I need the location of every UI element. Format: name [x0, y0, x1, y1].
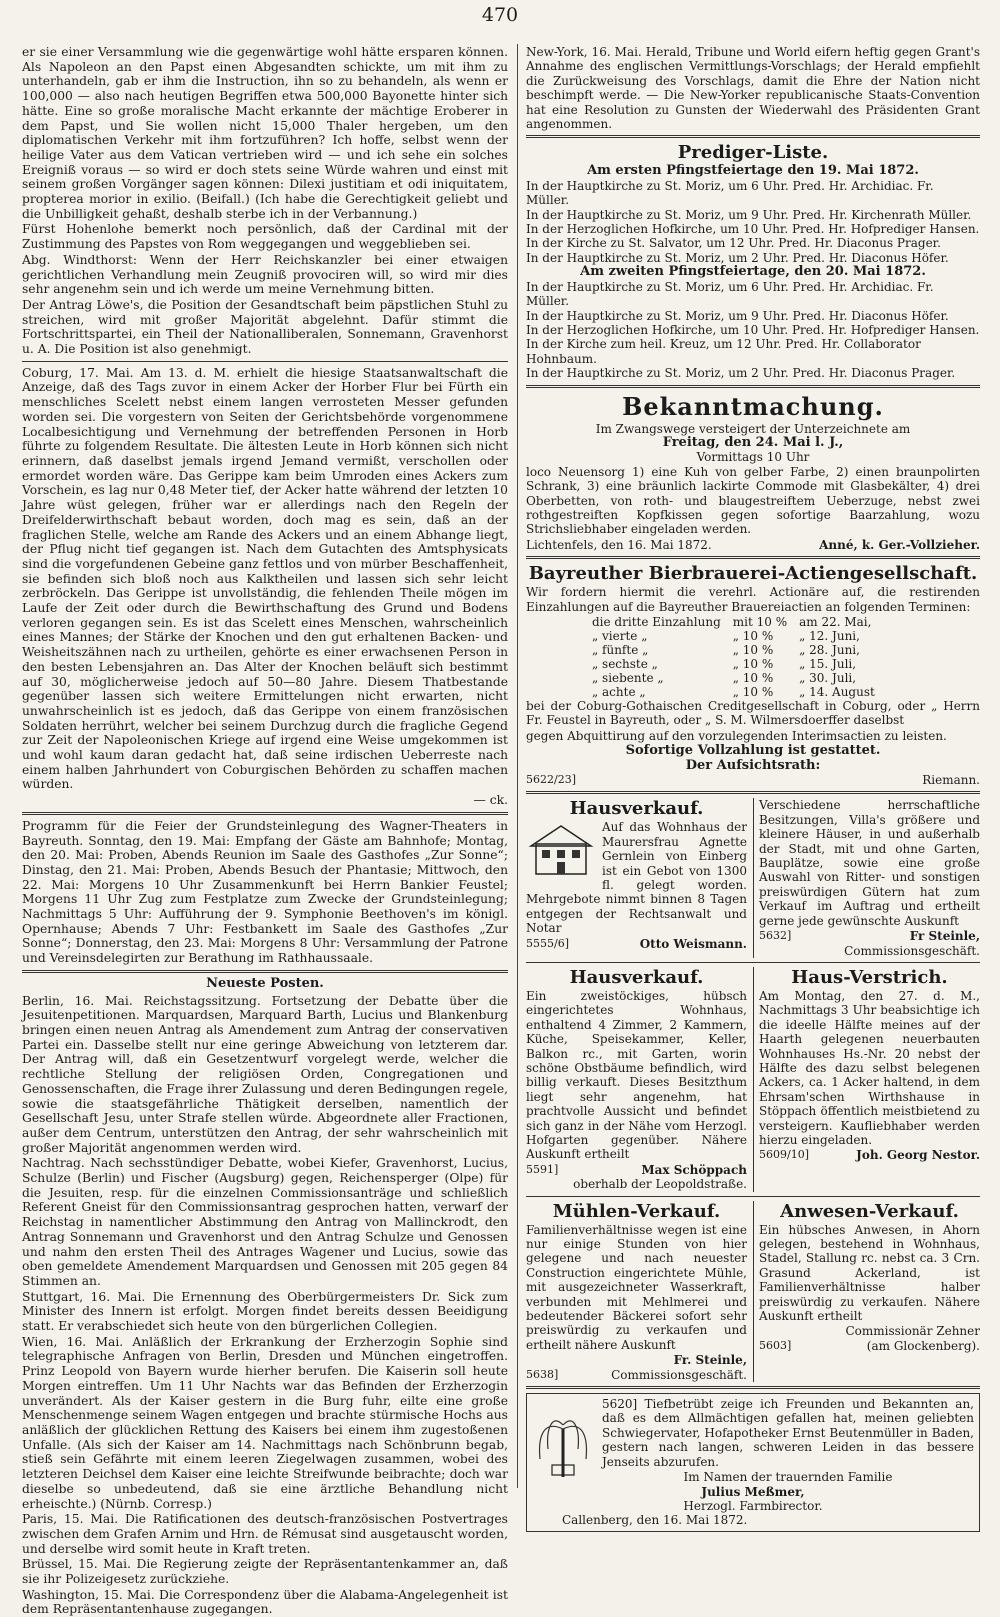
muehlen-sign: Fr. Steinle,: [673, 1353, 747, 1368]
column-divider: [517, 44, 518, 1488]
muehlen-body: Familienverhältnisse wegen ist eine nur einige Stunden von hier gelegene und nach neuester Construction eingerichtete Mühle, mit ausgezeichneter Wasserkraft, verbunden mit Mehlmerei und bedeutender Bäckerei sofort sehr preiswürdig zu verkaufen und ertheilt nähere Auskunft: [526, 1222, 747, 1352]
todesanzeige: [526, 1393, 980, 1532]
hausverkauf-sign: Otto Weismann.: [639, 936, 747, 951]
section-rule: [526, 135, 980, 138]
bekanntmachung-line: Im Zwangswege versteigert der Unterzeichnete am: [595, 421, 911, 436]
muehlen-title: Mühlen-Verkauf.: [552, 1200, 721, 1222]
prediger-line: In der Hauptkirche zu St. Moriz, um 2 Uhr. Pred. Hr. Diaconus Höfer.: [526, 250, 949, 265]
bier-intro: Wir fordern hiermit die verehrl. Actionäre auf, die restirenden Einzahlungen auf die Bayreuther Brauereiactien an folgenden Terminen:: [526, 585, 980, 614]
bier-schedule-row: [586, 685, 881, 699]
todes-role: Herzogl. Farmbirector.: [683, 1498, 823, 1513]
anwesen-body: Ein hübsches Anwesen, in Ahorn gelegen, bestehend in Wohnhaus, Stadel, Stallung rc. nebst ca. 3 Crn. Grasund Ackerland, ist Familienverhältnisse halber preiswürdig zu verkaufen. Nähere Auskunft ertheilt: [759, 1222, 980, 1324]
section-rule: [526, 962, 980, 963]
todes-line2: Im Namen der trauernden Familie: [683, 1470, 893, 1485]
hausverkauf-body: Auf das Wohnhaus der Maurersfrau Agnette Gernlein von Einberg ist ein Gebot von 1300 fl. gelegt worden. Mehrgebote nimmt binnen 8 Tagen entgegen der Rechtsanwalt und Notar: [526, 820, 747, 936]
bier-schedule-cell: „ 14. August: [799, 685, 875, 699]
hausverkauf-ref: 5555/6]: [526, 936, 569, 950]
page-number: 470: [481, 4, 519, 26]
news-item: Paris, 15. Mai. Die Ratificationen des deutsch-französischen Postvertrages zwischen dem Grafen Arnim und Hrn. de Rémusat sind ausgetauscht worden, und derselbe wird somit heute in Kraft treten.: [22, 1512, 508, 1556]
prediger-liste: [526, 142, 980, 380]
bier-ref: 5622/23]: [526, 773, 576, 787]
section-rule: [526, 1386, 980, 1389]
herrschaft-sign: Fr Steinle,: [909, 929, 980, 944]
bier-schedule-cell: „ 28. Juni,: [799, 643, 860, 657]
programm-article: Programm für die Feier der Grundsteinlegung des Wagner-Theaters in Bayreuth. Sonntag, den 19. Mai: Empfang der Gäste am Bahnhofe; Montag, den 20. Mai: Proben, Abends Reunion im Saale des Gasthofes „Zur Sonne“; Dinstag, den 21. Mai: Proben, Abends Besuch der Phantasie; Mittwoch, den 22. Mai: Morgens 10 Uhr Zusammenkunft bei Herrn Bankier Feustel; Morgens 11 Uhr Zug zum Festplatze zum Zwecke der Grundsteinlegung; Nachmittags 5 Uhr: Aufführung der 9. Symphonie Beethoven's im königl. Opernhause; Abends 7 Uhr: Festbankett im Saale des Gasthofes „Zur Sonne“; Donnerstag, den 23. Mai: Morgens 8 Uhr: Versammlung der Patrone und Vereinsdelegirten zur Berathung im Rathhaussaale.: [22, 818, 508, 966]
news-item: Brüssel, 15. Mai. Die Regierung zeigte der Repräsentantenkammer an, daß sie ihr Polizeigesetz zurückziehe.: [22, 1557, 508, 1587]
ads-row-3: [526, 1201, 980, 1382]
hausverkauf2-ref: 5591]: [526, 1162, 559, 1176]
bier-schedule-cell: „ 10 %: [732, 643, 774, 657]
section-rule: [22, 812, 508, 815]
anwesen-ad: [753, 1201, 980, 1382]
section-rule: [526, 556, 980, 559]
news-item: Berlin, 16. Mai. Reichstagssitzung. Fortsetzung der Debatte über die Jesuitenpetitionen. Marquardsen, Marquard Barth, Lucius und Blankenburg bringen einen neuen Antrag als Amendement zum Antrag der conservativen Partei ein. Dasselbe stellt nur eine geringe Abweichung von letzterem dar. Der Antrag will, daß ein Gesetzentwurf vorgelegt werde, welcher die rechtliche Stellung der religiösen Orden, Congregationen und Genossenschaften, die Frage ihrer Zulassung und deren Bedingungen regele, sowie die staatsgefährliche Thätigkeit derselben, namentlich der Gesellschaft Jesu, unter Strafe stellen würde. Abgeordnete aller Fractionen, außer dem Centrum, unterstützen den Antrag, der sehr wahrscheinlich mit großer Majorität angenommen werden wird.: [22, 993, 508, 1155]
hausverstrich-body: Am Montag, den 27. d. M., Nachmittags 3 Uhr beabsichtige ich die ideelle Hälfte meines auf der Haarth gelegenen neuerbauten Wohnhauses Hs.-Nr. 20 nebst der Hälfte des dazu selbst belegenen Ackers, ca. 1 Acker haltend, in dem Ehrsam'schen Wirthshause in Stöppach öffentlich meistbietend zu versteigern. Kaufliebhaber werden hierzu eingeladen.: [759, 988, 980, 1147]
neueste-posten-heading: Neueste Posten.: [206, 975, 324, 991]
bekanntmachung-body: loco Neuensorg 1) eine Kuh von gelber Farbe, 2) einen braunpolirten Schrank, 3) eine bräunlich lackirte Commode mit Glasbekälter, 4) drei Oberbetten, von roth- und blaugestreiftem Ueberzuge, nebst zwei rothgestreiften Kopfkissen gegen sofortige Baarzahlung, wozu Strichsliebhaber eingeladen werden.: [526, 464, 980, 537]
herrschaft-body: Verschiedene herrschaftliche Besitzungen, Villa's größere und kleinere Häuser, in und außerhalb der Stadt, mit und ohne Garten, Bauplätze, sowie eine große Auswahl von Ritter- und sonstigen preiswürdigen Gütern hat zum Verkauf im Auftrag und ertheilt gerne jede gewünschte Auskunft: [759, 798, 980, 928]
bekanntmachung-sign: Anné, k. Ger.-Vollzieher.: [819, 537, 980, 552]
hausverkauf-ad-1: [526, 798, 747, 957]
house-illustration: [526, 822, 596, 876]
herrschaft-sub: Commissionsgeschäft.: [844, 943, 980, 958]
hausverkauf2-title: Hausverkauf.: [569, 966, 704, 988]
anwesen-title: Anwesen-Verkauf.: [780, 1200, 959, 1222]
hausverkauf2-sub: oberhalb der Leopoldstraße.: [573, 1177, 747, 1192]
bier-schedule-cell: „ 30. Juli,: [799, 671, 857, 685]
bekanntmachung-time: Vormittags 10 Uhr: [696, 450, 810, 465]
bekanntmachung-title: Bekanntmachung.: [622, 391, 884, 421]
bier-schedule-cell: „ achte „: [592, 685, 646, 699]
muehlen-ref: 5638]: [526, 1367, 559, 1381]
bier-schedule-cell: „ fünfte „: [592, 643, 649, 657]
prediger-line: In der Herzoglichen Hofkirche, um 10 Uhr. Pred. Hr. Hofprediger Hansen.: [526, 322, 980, 337]
bier-outro: bei der Coburg-Gothaischen Creditgesellschaft in Coburg, oder „ Herrn Fr. Feustel in Bayreuth, oder „ S. M. Wilmersdoerffer daselbst: [526, 699, 980, 728]
anwesen-sign: Commissionär Zehner: [845, 1324, 980, 1339]
coburg-article: Coburg, 17. Mai. Am 13. d. M. erhielt die hiesige Staatsanwaltschaft die Anzeige, daß des Tags zuvor in einem Acker der Horber Flur bei Fürth ein menschliches Scelett nebst einem langen verrosteten Messer gefunden worden sei. Die vorgestern von Seiten der Gerichtsbehörde vorgenommene Localbesichtigung und Vernehmung der betreffenden Personen in Horb führte zu folgendem Resultate. Die ältesten Leute in Horb können sich nicht erinnern, daß daselbst jemals irgend Jemand vermißt, verschollen oder ermordet worden wäre. Das Gerippe kam beim Umroden eines Ackers zum Vorschein, es lag nur 0,48 Meter tief, der Acker hatte während der letzten 10 Jahre wüst gelegen, früher war er allerdings nach den Regeln der Dreifelderwirthschaft bebaut worden, doch mag es sein, daß an der fraglichen Stelle, welche am Rande des Ackers und an einem Abhange liegt, der Pflug nicht tief gegangen ist. Nach dem Gutachten des Amtsphysicats sind die vorgefundenen Gebeine ganz fettlos und von mürber Beschaffenheit, sie befinden sich bloß noch aus Kalktheilen und lassen sich sehr leicht zerbröckeln. Das Gerippe ist unvollständig, die fehlenden Theile mögen im Laufe der Zeit oder durch die Bewirthschaftung des Grund und Bodens verloren gegangen sein. Es ist das Scelett eines Menschen, wahrscheinlich eines Mannes; der Stärke der Knochen und den gut erhaltenen Backen- und Weisheitszähnen nach zu urtheilen, gehörte es einer erwachsenen Person in den besten Lebensjahren an. Das Alter der Knochen beläuft sich bestimmt auf 30, möglicherweise jedoch auf 50—80 Jahre. Diesem Thatbestande gegenüber lassen sich weitere Ermittelungen nicht erwarten, nicht unwahrscheinlich ist es jedoch, daß das Gerippe von einem französischen Soldaten herrührt, welcher bei seinem Durchzug durch die fragliche Gegend zur Zeit der Napoleonischen Kriege auf irgend eine Weise umgekommen ist und wohl kaum daran gedacht hat, daß seine irdischen Ueberreste nach einem halben Jahrhundert von Coburgischen Behörden zu schaffen machen würden.: [22, 365, 508, 792]
hausverkauf-ad-2: [526, 967, 747, 1192]
todes-name: Julius Meßmer,: [701, 1484, 805, 1499]
bier-schedule-cell: „ 10 %: [732, 685, 774, 699]
bier-schedule-cell: mit 10 %: [732, 615, 788, 629]
herrschaft-ref: 5632]: [759, 929, 792, 943]
muehlen-sub: Commissionsgeschäft.: [611, 1367, 747, 1382]
bier-schedule-cell: „ 10 %: [732, 657, 774, 671]
bekanntmachung-date: Freitag, den 24. Mai l. J.,: [662, 434, 844, 450]
section-rule: [526, 791, 980, 794]
bier-schedule-cell: „ vierte „: [592, 629, 648, 643]
prediger-title: Prediger-Liste.: [677, 142, 829, 164]
news-item: Wien, 16. Mai. Anläßlich der Erkrankung der Erzherzogin Sophie sind telegraphische Anfragen von Berlin, Dresden und München eingetroffen. Prinz Leopold von Bayern wurde hierher berufen. Die Kaiserin soll heute Morgen eintreffen. Um 11 Uhr Nachts war das Befinden der Erzherzogin unverändert. Als der Kaiser gestern in die Burg fuhr, eilte eine große Menschenmenge seinem Wagen entgegen und brachte stürmische Hochs aus anläßlich der glücklichen Rettung des Kaisers bei einem ihm zugestoßenen Unfalle. (Als sich der Kaiser am 14. Nachmittags nach Schönbrunn begab, stieß sein Gefährte mit einem leeren Ziegelwagen zusammen, wobei des letzteren Deichsel dem Kaiser eine leichte Streifwunde beibrachte; doch war dieselbe so unbedeutend, daß sie eine ärztliche Behandlung nicht erheischte.) (Nürnb. Corresp.): [22, 1334, 508, 1511]
anwesen-sub: (am Glockenberg).: [866, 1338, 980, 1353]
intro-paragraph: er sie einer Versammlung wie die gegenwärtige wohl hätte ersparen können. Als Napoleon an den Papst einen Abgesandten schickte, um mit ihm zu unterhandeln, gab er ihm die Instruction, ihn so zu behandeln, als wenn er 100,000 — also nach heutigen Begriffen etwa 500,000 Bayonette hinter sich hätte. Eine so große moralische Macht erkannte der mächtige Eroberer in dem Papst, und Sie wollen nicht 15,000 Thaler hergeben, um den diplomatischen Verkehr mit ihm fortzuführen? Ich hoffe, selbst wenn der heilige Vater aus dem Vatican vertrieben wird — und ich sehe ein solches Ereigniß voraus — so wird er doch stets seine Würde wahren und einst mit seinem großen Vorgänger sagen können: Dilexi justitiam et odi iniquitatem, propterea morior in exilio. (Beifall.) (Ich habe die Gerechtigkeit geliebt und die Unbilligkeit gehaßt, deshalb sterbe ich in der Verbannung.): [22, 45, 508, 221]
prediger-line: In der Hauptkirche zu St. Moriz, um 2 Uhr. Pred. Hr. Diaconus Prager.: [526, 366, 956, 381]
bier-schedule-row: [586, 643, 881, 657]
bier-schedule-row: [586, 615, 881, 629]
intro-paragraph: Der Antrag Löwe's, die Position der Gesandtschaft beim päpstlichen Stuhl zu streichen, wird mit großer Majorität abgelehnt. Dafür stimmt die Fortschrittspartei, ein Theil der Nationalliberalen, Sonnemann, Gravenhorst u. A. Die Position ist also genehmigt.: [22, 297, 508, 357]
prediger-line: In der Herzoglichen Hofkirche, um 10 Uhr. Pred. Hr. Hofprediger Hansen.: [526, 222, 980, 237]
bekanntmachung-place: Lichtenfels, den 16. Mai 1872.: [526, 537, 712, 552]
bier-schedule-cell: „ sechste „: [592, 657, 658, 671]
hausverkauf2-body: Ein zweistöckiges, hübsch eingerichtetes Wohnhaus, enthaltend 4 Zimmer, 2 Kammern, Küche, Speisekammer, Keller, Balkon rc., mit Garten, worin schöne Obstbäume befindlich, wird billig verkauft. Dieses Besitzthum liegt sehr angenehm, hat prachtvolle Aussicht und befindet sich ganz in der Nähe vom Herzogl. Hofgarten gegenüber. Nähere Auskunft ertheilt: [526, 988, 747, 1162]
bier-schedule-row: [586, 657, 881, 671]
todes-body: 5620] Tiefbetrübt zeige ich Freunden und Bekannten an, daß es dem Allmächtigen gefallen hat, meinen geliebten Schwiegervater, Hofapotheker Ernst Beutenmüller in Baden, gestern nach langen, schweren Leiden in das bessere Jenseits abzurufen.: [602, 1397, 974, 1469]
news-item: Nachtrag. Nach sechsstündiger Debatte, wobei Kiefer, Gravenhorst, Lucius, Schulze (Berlin) und Fischer (Augsburg) gegen, Reichensperger (Olpe) für die Jesuiten, resp. für die einzelnen Commissionsanträge und schließlich Referent Gneist für den Commissionsantrag gesprochen hatten, verwarf der Reichstag in namentlicher Abstimmung den Antrag von Mallinckrodt, den Antrag Sonnemann und Gravenhorst und den Antrag Schulze und Genossen und nahm den ersten Theil des Antrages Wagener und Lucius, sowie das oben gemeldete Amendement Marquardsen und Genossen mit 205 gegen 84 Stimmen an.: [22, 1156, 508, 1288]
hausverstrich-ref: 5609/10]: [759, 1148, 809, 1162]
bier-schedule-cell: „ 10 %: [732, 629, 774, 643]
todes-place: Callenberg, den 16. Mai 1872.: [562, 1513, 748, 1528]
section-rule: [22, 970, 508, 973]
bekanntmachung-ad: [526, 392, 980, 553]
newyork-article: New-York, 16. Mai. Herald, Tribune und World eifern heftig gegen Grant's Annahme des englischen Vermittlungs-Vorschlags; der Herald empfiehlt die Zurückweisung des Vorschlags, damit die Ehre der Nation nicht beschimpft werde. — Die New-Yorker republicanische Staats-Convention hat eine Resolution zu Gunsten der Wiederwahl des Präsidenten Grant angenommen.: [526, 45, 980, 132]
prediger-line: In der Hauptkirche zu St. Moriz, um 6 Uhr. Pred. Hr. Archidiac. Fr. Müller.: [526, 279, 934, 309]
coburg-signature: — ck.: [473, 793, 508, 808]
prediger-day1: Am ersten Pfingstfeiertage den 19. Mai 1872.: [587, 163, 919, 179]
bier-schedule-cell: am 22. Mai,: [799, 615, 872, 629]
left-column: [22, 45, 508, 1617]
herrschaft-ad: [753, 798, 980, 957]
intro-paragraph: Fürst Hohenlohe bemerkt noch persönlich, daß der Cardinal mit der Zustimmung des Papstes von Rom weggegangen und weggeblieben sei.: [22, 222, 508, 252]
weeping-willow-illustration: [532, 1399, 594, 1479]
anwesen-ref: 5603]: [759, 1338, 792, 1352]
prediger-line: In der Hauptkirche zu St. Moriz, um 6 Uhr. Pred. Hr. Archidiac. Fr. Müller.: [526, 178, 934, 208]
bier-schedule-table: [586, 615, 881, 699]
prediger-line: In der Kirche zu St. Salvator, um 12 Uhr. Pred. Hr. Diaconus Prager.: [526, 236, 941, 251]
ads-row-1: [526, 798, 980, 957]
hausverstrich-title: Haus-Verstrich.: [791, 966, 948, 988]
right-column: [526, 45, 980, 1528]
bier-schedule-cell: „ 12. Juni,: [799, 629, 860, 643]
section-rule: [22, 361, 508, 362]
section-rule: [526, 1196, 980, 1197]
section-rule: [526, 385, 980, 388]
prediger-day2: Am zweiten Pfingstfeiertage, den 20. Mai 1872.: [580, 264, 926, 280]
ads-row-2: [526, 967, 980, 1192]
hausverkauf-title: Hausverkauf.: [569, 798, 704, 820]
bier-sofort: Sofortige Vollzahlung ist gestattet.: [625, 743, 881, 759]
bier-schedule-row: [586, 671, 881, 685]
hausverkauf2-sign: Max Schöppach: [641, 1162, 747, 1177]
intro-paragraph: Abg. Windthorst: Wenn der Herr Reichskanzler bei einer etwaigen gerichtlichen Verhandlung mein Zeugniß provociren will, so wird mir dies sehr angenehm sein und ich werde um meine Vernehmung bitten.: [22, 252, 508, 297]
bier-title: Bayreuther Bierbrauerei-Actiengesellschaft.: [528, 563, 978, 585]
prediger-line: In der Kirche zum heil. Kreuz, um 12 Uhr. Pred. Hr. Collaborator Hohnbaum.: [526, 337, 921, 366]
bier-name: Riemann.: [922, 773, 980, 788]
hausverstrich-ad: [753, 967, 980, 1192]
muehlen-ad: [526, 1201, 747, 1382]
bier-outro: gegen Abquittirung auf den vorzulegenden Interimsactien zu leisten.: [526, 728, 947, 743]
prediger-line: In der Hauptkirche zu St. Moriz, um 9 Uhr. Pred. Hr. Diaconus Höfer.: [526, 308, 949, 323]
bier-schedule-cell: „ siebente „: [592, 671, 664, 685]
bier-schedule-cell: die dritte Einzahlung: [592, 615, 721, 629]
bier-schedule-cell: „ 15. Juli,: [799, 657, 857, 671]
bier-schedule-cell: „ 10 %: [732, 671, 774, 685]
news-item: Washington, 15. Mai. Die Correspondenz über die Alabama-Angelegenheit ist dem Repräsentantenhause zugegangen.: [22, 1587, 508, 1617]
bier-schedule-row: [586, 629, 881, 643]
bier-sign: Der Aufsichtsrath:: [685, 757, 821, 773]
prediger-line: In der Hauptkirche zu St. Moriz, um 9 Uhr. Pred. Hr. Kirchenrath Müller.: [526, 207, 972, 222]
hausverstrich-sign: Joh. Georg Nestor.: [856, 1148, 980, 1163]
news-item: Stuttgart, 16. Mai. Die Ernennung des Oberbürgermeisters Dr. Sick zum Minister des Innern ist erfolgt. Morgen findet bereits dessen Beeidigung statt. Er verabschiedet sich heute von den bürgerlichen Collegien.: [22, 1289, 508, 1334]
bierbrauerei-ad: [526, 563, 980, 787]
